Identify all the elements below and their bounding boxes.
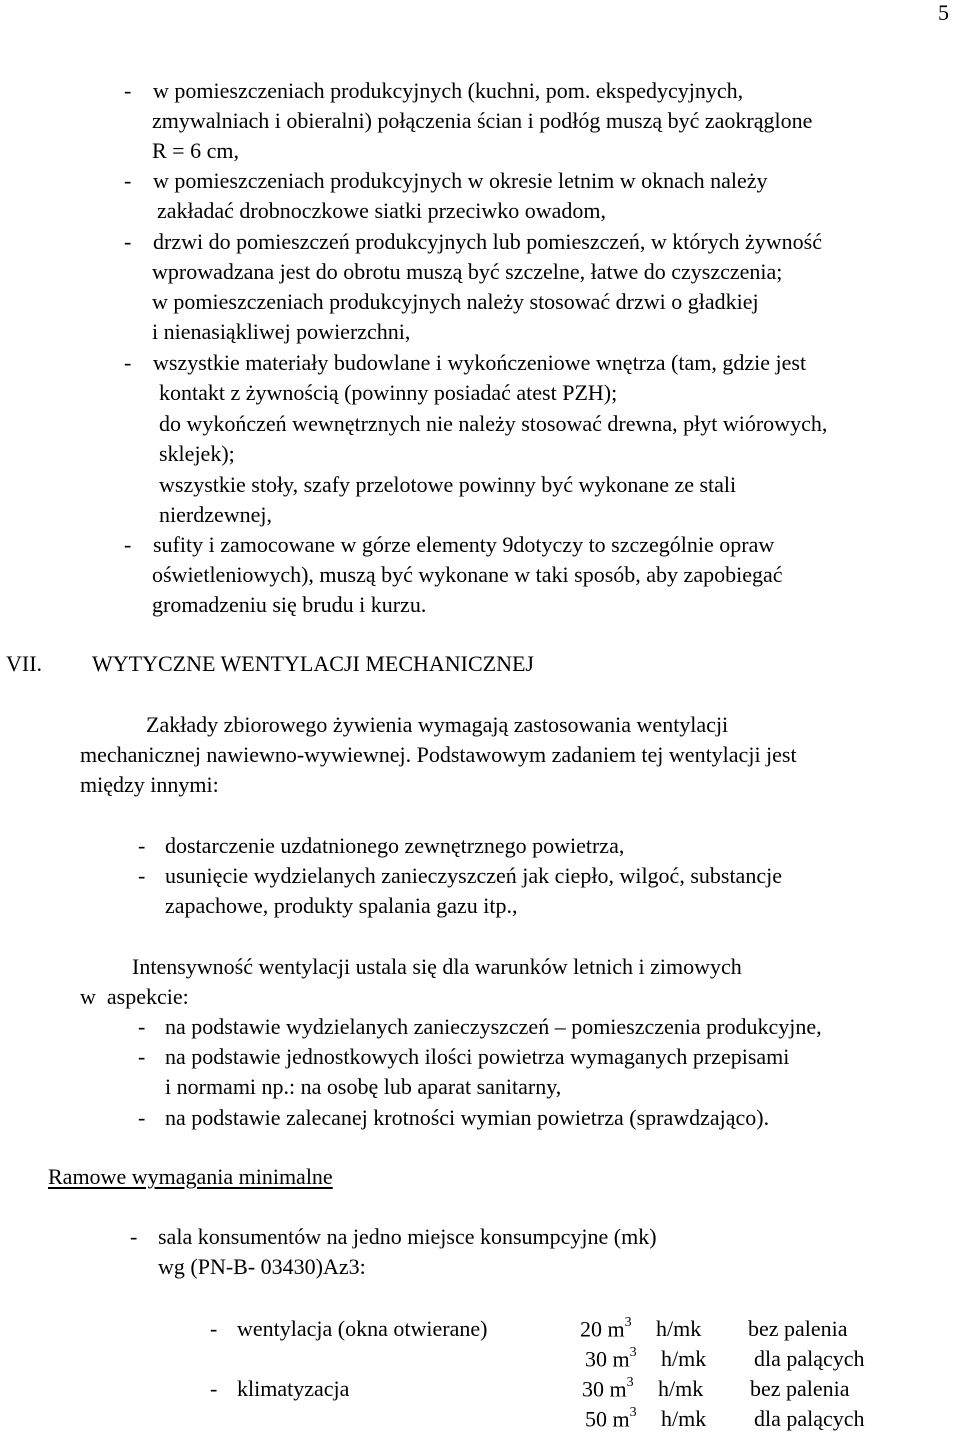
section-title: WYTYCZNE WENTYLACJI MECHANICZNEJ [92, 651, 534, 676]
list-item-text: sklejek); [159, 441, 235, 466]
bullet-dash: - [138, 833, 146, 858]
list-item-text: zapachowe, produkty spalania gazu itp., [165, 893, 518, 918]
bullet-dash: - [138, 863, 146, 888]
list-item-text: wszystkie stoły, szafy przelotowe powinny być wykonane ze stali [159, 472, 737, 497]
list-item-text: wszystkie materiały budowlane i wykończeniowe wnętrza (tam, gdzie jest [153, 350, 807, 375]
paragraph-line: Zakłady zbiorowego żywienia wymagają zastosowania wentylacji [146, 712, 729, 737]
paragraph-line: między innymi: [80, 772, 219, 797]
table-note: bez palenia [750, 1376, 850, 1401]
bullet-dash: - [124, 78, 132, 103]
table-value: 30 $m^3$ [582, 1375, 634, 1402]
paragraph-line: Intensywność wentylacji ustala się dla warunków letnich i zimowych [132, 954, 742, 979]
list-item-text: do wykończeń wewnętrznych nie należy stosować drewna, płyt wiórowych, [159, 411, 828, 436]
bullet-dash: - [124, 168, 132, 193]
table-note: dla palących [754, 1346, 865, 1371]
table-unit: h/mk [658, 1376, 704, 1401]
list-item-text: R = 6 cm, [152, 138, 239, 163]
list-item-text: kontakt z żywnością (powinny posiadać atest PZH); [159, 380, 618, 405]
list-item-text: na podstawie wydzielanych zanieczyszczeń – pomieszczenia produkcyjne, [165, 1014, 822, 1039]
table-unit: h/mk [661, 1406, 707, 1431]
bullet-dash: - [138, 1044, 146, 1069]
table-value: 50 $m^3$ [585, 1405, 637, 1432]
subsection-heading: Ramowe wymagania minimalne [48, 1164, 333, 1189]
list-item-text: w pomieszczeniach produkcyjnych należy stosować drzwi o gładkiej [152, 289, 759, 314]
bullet-dash: - [130, 1224, 138, 1249]
list-item-text: na podstawie zalecanej krotności wymian powietrza (sprawdzająco). [165, 1105, 770, 1130]
table-value: 30 $m^3$ [585, 1345, 637, 1372]
table-label: wentylacja (okna otwierane) [237, 1316, 488, 1341]
list-item-text: w pomieszczeniach produkcyjnych (kuchni, pom. ekspedycyjnych, [153, 78, 744, 103]
list-item-text: oświetleniowych), muszą być wykonane w taki sposób, aby zapobiegać [152, 562, 783, 587]
list-item-text: i nienasiąkliwej powierzchni, [152, 319, 411, 344]
list-item-text: usunięcie wydzielanych zanieczyszczeń jak ciepło, wilgoć, substancje [165, 863, 782, 888]
list-item-text: zmywalniach i obieralni) połączenia ścian i podłóg muszą być zaokrąglone [152, 108, 813, 133]
bullet-dash: - [124, 532, 132, 557]
list-item-text: na podstawie jednostkowych ilości powietrza wymaganych przepisami [165, 1044, 790, 1069]
list-item-text: dostarczenie uzdatnionego zewnętrznego powietrza, [165, 833, 625, 858]
table-note: dla palących [754, 1406, 865, 1431]
list-item-text: wg (PN-B- 03430)Az3: [158, 1254, 366, 1279]
table-label: klimatyzacja [237, 1376, 350, 1401]
list-item-text: sufity i zamocowane w górze elementy 9dotyczy to szczególnie opraw [153, 532, 775, 557]
bullet-dash: - [138, 1105, 146, 1130]
bullet-dash: - [124, 350, 132, 375]
bullet-dash: - [138, 1014, 146, 1039]
list-item-text: drzwi do pomieszczeń produkcyjnych lub pomieszczeń, w których żywność [153, 229, 822, 254]
list-item-text: wprowadzana jest do obrotu muszą być szczelne, łatwe do czyszczenia; [152, 259, 783, 284]
list-item-text: nierdzewnej, [159, 502, 272, 527]
list-item-text: sala konsumentów na jedno miejsce konsumpcyjne (mk) [158, 1224, 657, 1249]
list-item-text: i normami np.: na osobę lub aparat sanitarny, [165, 1074, 562, 1099]
table-value: 20 $m^3$ [580, 1315, 632, 1342]
paragraph-line: mechanicznej nawiewno-wywiewnej. Podstawowym zadaniem tej wentylacji jest [80, 742, 797, 767]
list-item-text: zakładać drobnoczkowe siatki przeciwko owadom, [157, 198, 606, 223]
table-unit: h/mk [656, 1316, 702, 1341]
list-item-text: gromadzeniu się brudu i kurzu. [152, 592, 427, 617]
bullet-dash: - [124, 229, 132, 254]
list-item-text: w pomieszczeniach produkcyjnych w okresie letnim w oknach należy [153, 168, 768, 193]
page-number: 5 [938, 0, 949, 25]
bullet-dash: - [210, 1376, 218, 1401]
table-note: bez palenia [748, 1316, 848, 1341]
bullet-dash: - [210, 1316, 218, 1341]
table-unit: h/mk [661, 1346, 707, 1371]
paragraph-line: w aspekcie: [80, 984, 189, 1009]
section-number: VII. [6, 651, 43, 676]
